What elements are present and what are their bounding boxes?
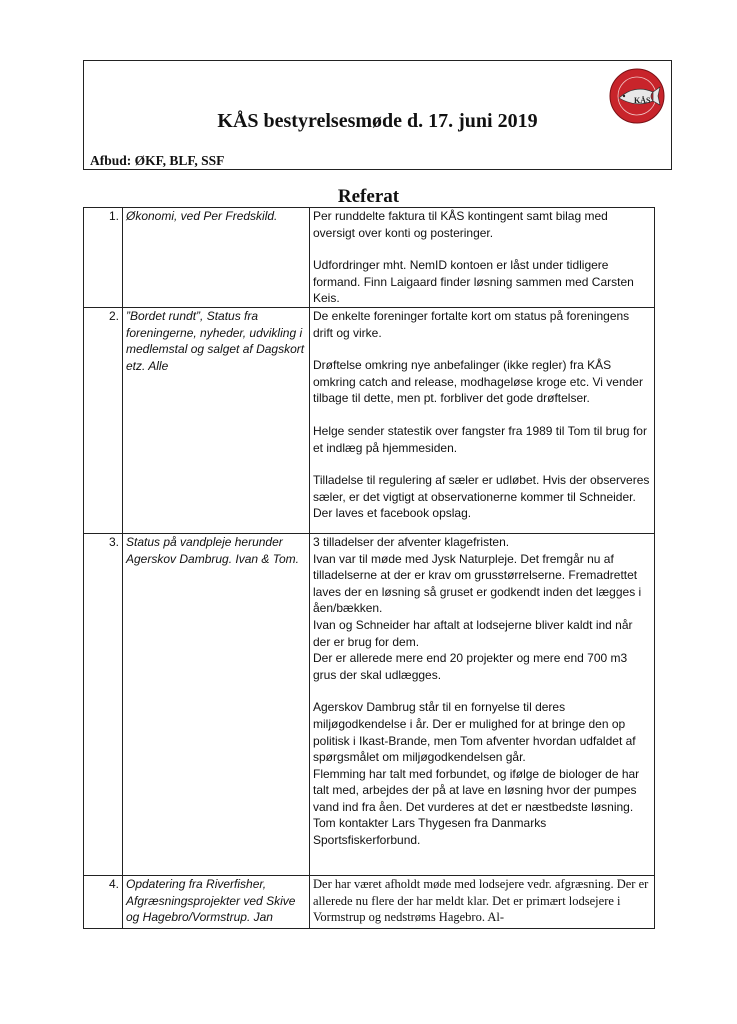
item-paragraph: De enkelte foreninger fortalte kort om status på foreningens drift og virke. [313,308,630,340]
item-body [310,875,655,928]
kas-logo-icon [609,68,665,124]
minutes-table [83,207,655,929]
item-number: 4. [84,875,123,928]
table-row [84,533,655,875]
item-number: 2. [84,307,123,533]
item-body [310,533,655,875]
logo-text: KÅS [634,96,651,105]
item-topic: ”Bordet rundt”, Status fra foreningerne, nyheder, udvikling i medlemstal og salget af Dagskort etz. Alle [123,307,310,533]
item-topic: Status på vandpleje herunder Agerskov Dambrug. Ivan & Tom. [123,533,310,875]
table-row [84,875,655,928]
item-topic: Økonomi, ved Per Fredskild. [123,208,310,308]
item-paragraph: Tilladelse til regulering af sæler er udløbet. Hvis der observeres sæler, er det vigtigt at observationerne kommer til Schneider. Der laves et facebook opslag. [313,473,650,521]
referat-heading: Referat [337,186,400,207]
item-paragraph: Per runddelte faktura til KÅS kontingent samt bilag med oversigt over konti og posteringer. [313,209,608,240]
absent-line: Afbud: ØKF, BLF, SSF [90,153,225,168]
header-box [83,60,672,170]
item-paragraph: Udfordringer mht. NemID kontoen er låst under tidligere formand. Finn Laigaard finder løsning sammen med Carsten Keis. [313,258,634,306]
item-paragraph: Helge sender statestik over fangster fra 1989 til Tom til brug for et indlæg på hjemmesiden. [313,423,647,455]
item-body [310,208,655,308]
item-paragraph: Agerskov Dambrug står til en fornyelse til deres miljøgodkendelse i år. Der er mulighed for at bringe den op politisk i Ikast-Brande, men Tom afventer hvordan udfaldet af spørgsmålet om miljøgodkendelsen går. Flemming har talt med forbundet, og ifølge de biologer de har talt med, arbejdes der på at lave en løsning hvor der pumpes vand ind fra åen. Det vurderes at det er næstbedste løsning. Tom kontakter Lars Thygesen fra Danmarks Sportsfiskerforbund. [313,700,640,848]
item-number: 1. [84,208,123,308]
table-row [84,208,655,308]
page-title: KÅS bestyrelsesmøde d. 17. juni 2019 [217,110,538,132]
item-topic: Opdatering fra Riverfisher, Afgræsningsprojekter ved Skive og Hagebro/Vormstrup. Jan [123,875,310,928]
item-number: 3. [84,533,123,875]
item-paragraph: 3 tilladelser der afventer klagefristen. Ivan var til møde med Jysk Naturpleje. Det fremgår nu af tilladelserne at der er krav om grusstørrelserne. Fremadrettet laves der en løsning så gruset er godkendt inden det lægges i åen/bækken. Ivan og Schneider har aftalt at lodsejerne bliver kaldt ind når der er brug for dem. Der er allerede mere end 20 projekter og mere end 700 m3 grus der skal udlægges. [313,534,642,682]
item-paragraph: Drøftelse omkring nye anbefalinger (ikke regler) fra KÅS omkring catch and release, modhageløse kroge etc. Vi vender tilbage til dette, men pt. forbliver det gode drøftelser. [313,358,643,406]
table-row [84,307,655,533]
item-paragraph: Der har været afholdt møde med lodsejere vedr. afgræsning. Der er allerede nu flere der har meldt klar. Det er primært lodsejere i Vormstrup og nedstrøms Hagebro. Al- [313,876,649,925]
item-body [310,307,655,533]
